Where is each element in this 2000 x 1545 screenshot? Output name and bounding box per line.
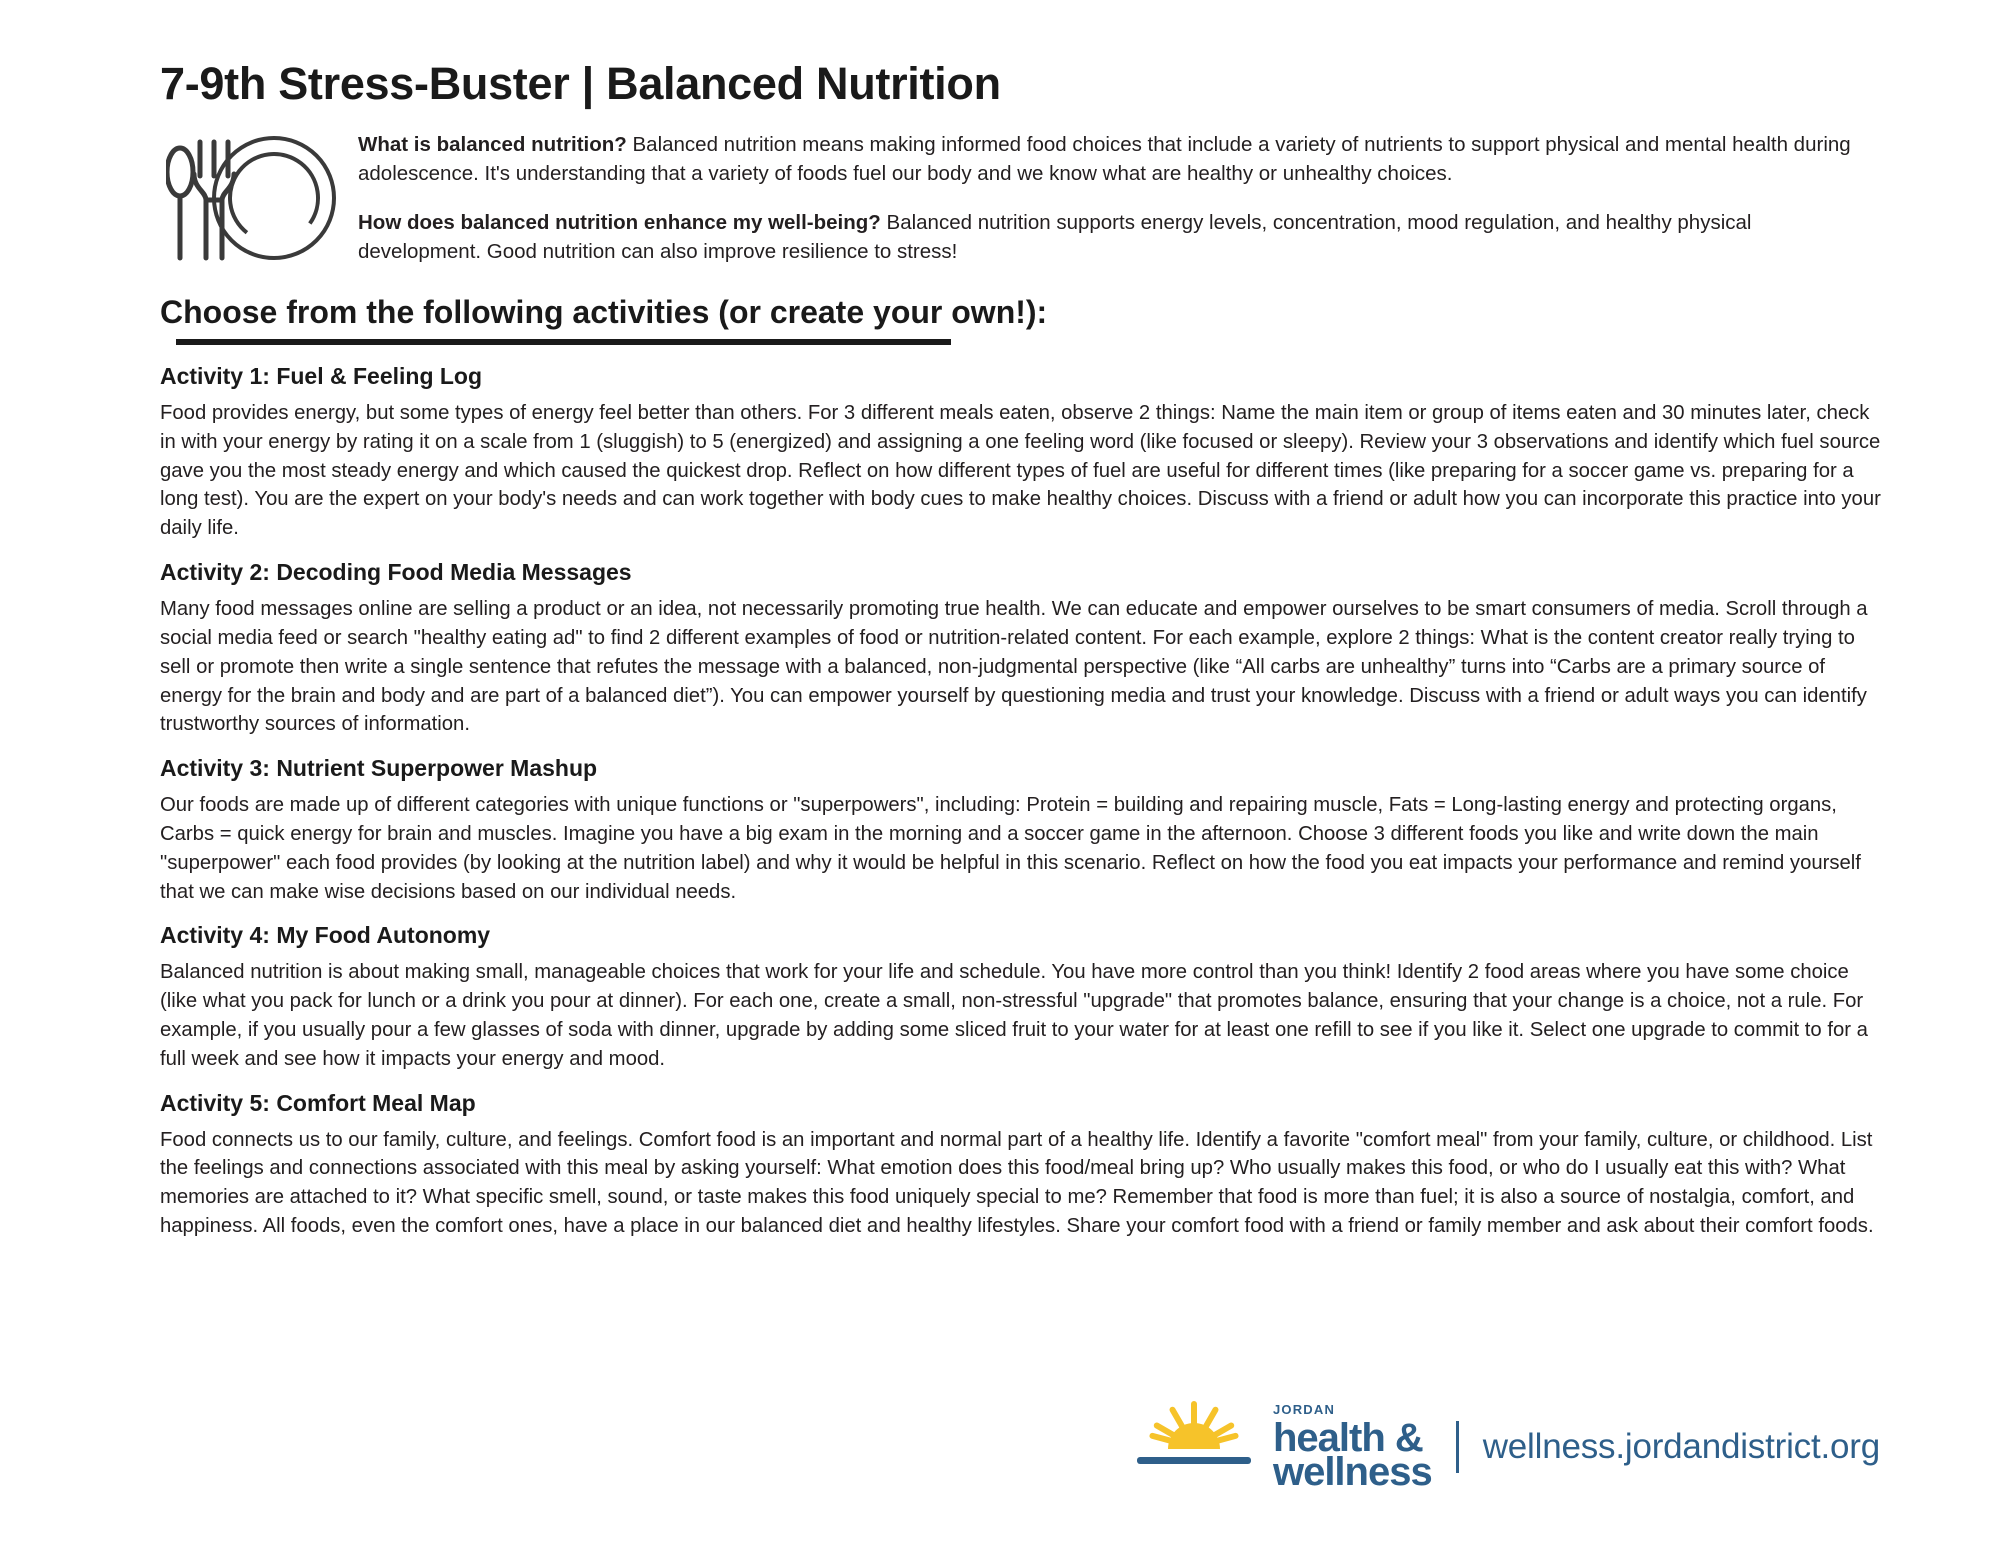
intro-lead-1: What is balanced nutrition? xyxy=(358,133,627,156)
logo-wordmark xyxy=(1273,1403,1432,1492)
activity-5 xyxy=(160,1090,1900,1241)
heading-underline-rule xyxy=(176,339,951,345)
footer-divider xyxy=(1456,1421,1459,1473)
logo-wellness-text: wellness xyxy=(1272,1449,1432,1494)
activity-3-body: Our foods are made up of different categories with unique functions or "superpowers", including: Protein = building and repairing muscle, Fats = Long-lasting energy and protecting organs, Carbs = quick energy for brain and muscles. Imagine you have a big exam in the morning and a soccer game in the afternoon. Choose 3 different foods you like and write down the main "superpower" each food provides (by looking at the nutrition label) and why it would be helpful in this scenario. Reflect on how the food you eat impacts your performance and remind yourself that we can make wise decisions based on our individual needs. xyxy=(160,794,1861,903)
activity-2 xyxy=(160,559,1900,739)
intro-paragraph-2 xyxy=(358,208,1878,266)
jordan-health-wellness-logo xyxy=(1129,1401,1432,1493)
intro-lead-2: How does balanced nutrition enhance my well-being? xyxy=(358,211,881,235)
activity-3-title: Activity 3: Nutrient Superpower Mashup xyxy=(160,755,598,782)
activity-4-body: Balanced nutrition is about making small, manageable choices that work for your life and schedule. You have more control than you think! Identify 2 food areas where you have some choice (like what you pack for lunch or a drink you pour at dinner). For each one, create a small, non-stressful "upgrade" that promotes balance, ensuring that your change is a choice, not a rule. For example, if you usually pour a few glasses of soda with dinner, upgrade by adding some sliced fruit to your water for at least one refill to see if you like it. Select one upgrade to commit to for a full week and see how it impacts your energy and mood. xyxy=(160,961,1868,1070)
activity-4 xyxy=(160,922,1900,1073)
activity-5-title: Activity 5: Comfort Meal Map xyxy=(160,1089,476,1116)
activity-4-title: Activity 4: My Food Autonomy xyxy=(160,922,491,949)
footer xyxy=(0,1401,2000,1493)
activity-1-title: Activity 1: Fuel & Feeling Log xyxy=(160,363,483,389)
activity-1 xyxy=(160,363,1900,543)
intro-section xyxy=(160,124,1900,276)
activity-1-body: Food provides energy, but some types of energy feel better than others. For 3 different meals eaten, observe 2 things: Name the main item or group of items eaten and 30 minutes later, check in with your energy by rating it on a scale from 1 (sluggish) to 5 (energized) and assigning a one feeling word (like focused or sleepy). Review your 3 observations and identify which fuel source gave you the most steady energy and which caused the quickest drop. Reflect on how different types of fuel are useful for different times (like preparing for a soccer game vs. preparing for a long test). You are the expert on your body's needs and can work together with body cues to make healthy choices. Discuss with a friend or adult how you can incorporate this practice into your daily life. xyxy=(160,402,1881,540)
footer-website-url[interactable]: wellness.jordandistrict.org xyxy=(1482,1427,1880,1466)
intro-body-2: Balanced nutrition supports energy levels, concentration, mood regulation, and healthy physical development. Good nutrition can also improve resilience to stress! xyxy=(358,211,1752,264)
intro-paragraph-1 xyxy=(358,130,1878,188)
page-title: 7-9th Stress-Buster | Balanced Nutrition xyxy=(160,58,1001,109)
activity-5-body: Food connects us to our family, culture, and feelings. Comfort food is an important and normal part of a healthy life. Identify a favorite "comfort meal" from your family, culture, or childhood. List the feelings and connections associated with this meal by asking yourself: What emotion does this food/meal bring up? Who usually makes this food, or who do I usually eat this with? What memories are attached to it? What specific smell, sound, or taste makes this food uniquely special to me? Remember that food is more than fuel; it is also a source of nostalgia, comfort, and happiness. All foods, even the comfort ones, have a place in our balanced diet and healthy lifestyles. Share your comfort food with a friend or family member and ask about their comfort foods. xyxy=(160,1128,1874,1238)
choose-activities-heading: Choose from the following activities (or create your own!): xyxy=(160,294,1048,330)
activity-3 xyxy=(160,755,1900,906)
intro-text-block xyxy=(358,124,1878,266)
plate-fork-spoon-icon xyxy=(166,126,336,276)
logo-health-text: health & xyxy=(1272,1415,1423,1460)
activity-2-body: Many food messages online are selling a product or an idea, not necessarily promoting true health. We can educate and empower ourselves to be smart consumers of media. Scroll through a social media feed or search "healthy eating ad" to find 2 different examples of food or nutrition-related content. For each example, explore 2 things: What is the content creator really trying to sell or promote then write a single sentence that refutes the message with a balanced, non-judgmental perspective (like “All carbs are unhealthy” turns into “Carbs are a primary source of energy for the brain and body and are part of a balanced diet”). You can empower yourself by questioning media and trust your knowledge. Discuss with a friend or adult ways you can identify trustworthy sources of information. xyxy=(160,598,1868,736)
sunrise-icon xyxy=(1129,1401,1259,1493)
intro-body-1: Balanced nutrition means making informed food choices that include a variety of nutrients to support physical and mental health during adolescence. It's understanding that a variety of foods fuel our body and we know what are healthy or unhealthy choices. xyxy=(358,133,1851,186)
activity-2-title: Activity 2: Decoding Food Media Messages xyxy=(160,559,632,586)
logo-jordan-text: JORDAN xyxy=(1272,1401,1336,1417)
